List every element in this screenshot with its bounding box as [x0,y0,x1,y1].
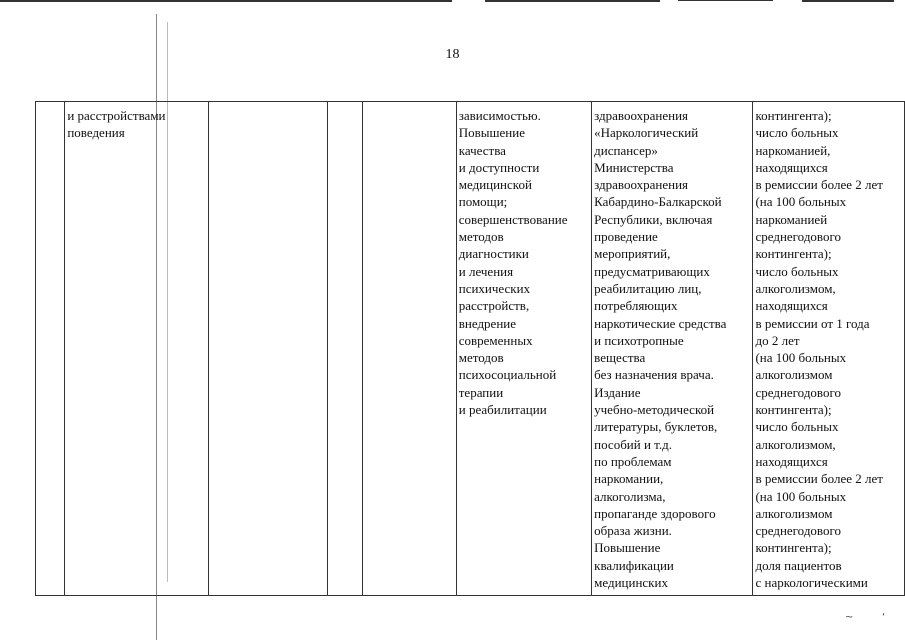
top-scan-line-right [678,0,773,1]
table-cell-4 [328,102,363,596]
page-number: 18 [445,47,460,62]
table-cell-3 [209,102,328,596]
document-table [35,101,905,596]
table-cell-5 [363,102,457,596]
top-scan-line-middle [485,0,660,2]
table-cell-indicators: контингента); число больных наркоманией, находящихся в ремиссии более 2 лет (на 100 больных наркоманией среднегодового контингента); число больных алкоголизмом, находящихся в ремиссии от 1 года до 2 лет (на 100 больных алкоголизмом среднегодового контингента); число больных алкоголизмом, находящихся в ремиссии более 2 лет (на 100 больных алкоголизмом среднегодового контингента); доля пациентов с наркологическими [753,102,905,596]
table-cell-measures: здравоохранения «Наркологический диспансер» Министерства здравоохранения Кабардино-Балкарской Республики, включая проведение мероприятий, предусматривающих реабилитацию лиц, потребляющих наркотические средства и психотропные вещества без назначения врача. Издание учебно-методической литературы, буклетов, пособий и т.д. по проблемам наркомании, алкоголизма, пропаганде здорового образа жизни. Повышение квалификации медицинских [592,102,753,596]
scan-speck-mark: ~ [845,612,854,623]
scan-speck-mark: ‘ [882,612,886,623]
table-row [36,102,905,596]
table-cell-directions: зависимостью. Повышение качества и доступности медицинской помощи; совершенствование методов диагностики и лечения психических расстройств, внедрение современных методов психосоциальной терапии и реабилитации [456,102,591,596]
top-scan-line-far-right [802,0,894,2]
table-cell-name: и расстройствами поведения [65,102,209,596]
top-scan-line-left [0,0,452,2]
table-cell-number [36,102,65,596]
